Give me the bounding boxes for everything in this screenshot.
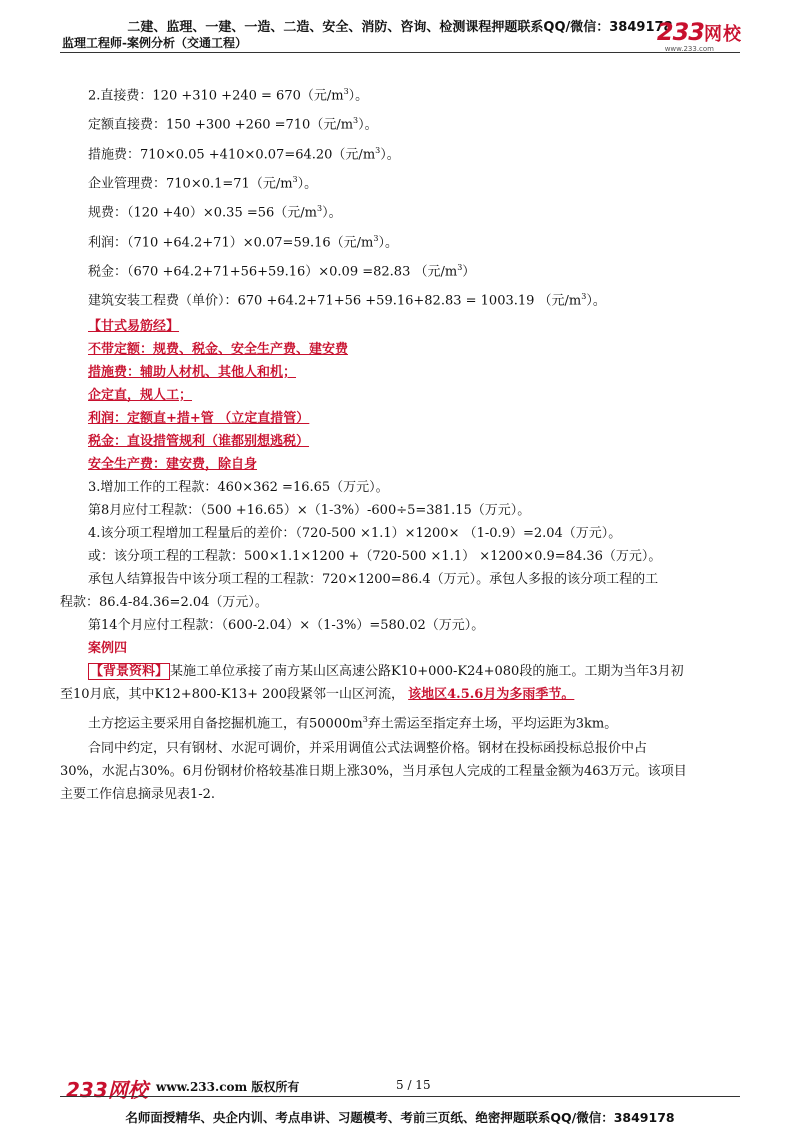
footer-site: www.233.com 版权所有 [156,1080,300,1094]
tip-title: 【甘式易筋经】 [88,318,180,334]
text-line: 企业管理费：710×0.1=71（元$/m^3$）。 [88,174,318,192]
tip-line: 不带定额：规费、税金、安全生产费、建安费 [88,341,349,357]
footer-contact-line: 名师面授精华、央企内训、考点串讲、习题模考、考前三页纸、绝密押题联系QQ/微信：3849178 [125,1110,675,1125]
text-line: 合同中约定，只有钢材、水泥可调价，并采用调值公式法调整价格。钢材在投标函投标总报价中占 [88,740,648,756]
background-label: 【背景资料】 [90,663,169,679]
text-line: 程款：86.4-84.36=2.04（万元）。 [60,594,268,610]
text-line: 主要工作信息摘录见表1-2. [60,786,216,802]
text-line: 至10月底，其中K12+800-K13+ 200段紧邻一山区河流， 该地区4.5.6月为多雨季节。 [60,686,575,702]
text-line: 4.该分项工程增加工程量后的差价：（720-500 ×1.1）×1200× （1-0.9）=2.04（万元）。 [88,525,622,541]
background-paragraph: 【背景资料】 某施工单位承接了南方某山区高速公路K10+000-K24+080段的施工。工期为当年3月初 [90,663,684,679]
page-number: 5 / 15 [396,1078,431,1092]
header-contact-line: 二建、监理、一建、一造、二造、安全、消防、咨询、检测课程押题联系QQ/微信：3849178 [127,20,673,35]
text-line: 建筑安装工程费（单价）：670 +64.2+71+56 +59.16+82.83 = 1003.19 （元$/m^3$）。 [88,292,606,309]
tip-line: 安全生产费：建安费，除自身 [88,456,258,472]
text-line: 2.直接费：120 +310 +240 = 670（元$/m^3$）。 [88,87,369,104]
tip-line: 利润：定额直+措+管 （立定直措管） [88,410,310,426]
text-line: 税金：（670 +64.2+71+56+59.16）×0.09 =82.83 （元$/m^3$） [88,262,476,280]
header-divider [60,52,740,53]
text-line: 利润：（710 +64.2+71）×0.07=59.16（元$/m^3$）。 [88,233,398,250]
text-line: 或：该分项工程的工程款：500×1.1×1200 +（720-500 ×1.1） ×1200×0.9=84.36（万元）。 [88,548,662,564]
brand-logo-url: www.233.com [664,45,714,53]
text-line: 30%，水泥占30%。6月份钢材价格较基准日期上涨30%，当月承包人完成的工程量金额为463万元。该项目 [60,763,687,779]
tip-line: 企定直，规人工； [88,387,193,403]
text-line: 3.增加工作的工程款：460×362 =16.65（万元）。 [88,479,389,495]
document-subtitle: 监理工程师-案例分析（交通工程） [62,36,247,50]
page-content [60,80,742,806]
text-line: 承包人结算报告中该分项工程的工程款：720×1200=86.4（万元）。承包人多报的该分项工程的工 [88,571,659,587]
case-title: 案例四 [88,640,128,656]
highlight-text: 该地区4.5.6月为多雨季节。 [408,686,575,702]
tip-line: 税金：直设措管规利（谁都别想逃税） [88,433,310,449]
text-line: 规费：（120 +40）×0.35 =56（元$/m^3$）。 [88,204,342,221]
footer-divider [60,1096,740,1097]
text-line: 第8月应付工程款：（500 +16.65）×（1-3%）-600÷5=381.15（万元）。 [88,502,531,518]
text-line: 第14个月应付工程款：（600-2.04）×（1-3%）=580.02（万元）。 [88,617,485,633]
footer-logo: 233网校 [66,1078,148,1102]
text-line: 土方挖运主要采用自备挖掘机施工，有$50000m^3$弃土需运至指定弃土场，平均运距为3km。 [88,714,618,731]
text-line: 措施费：710×0.05 +410×0.07=64.20（元$/m^3$）。 [88,145,400,162]
brand-logo: 233网校 [656,18,742,46]
tip-line: 措施费：辅助人材机、其他人和机； [88,364,297,380]
text-line: 定额直接费：150 +300 +260 =710（元$/m^3$）。 [88,116,378,133]
